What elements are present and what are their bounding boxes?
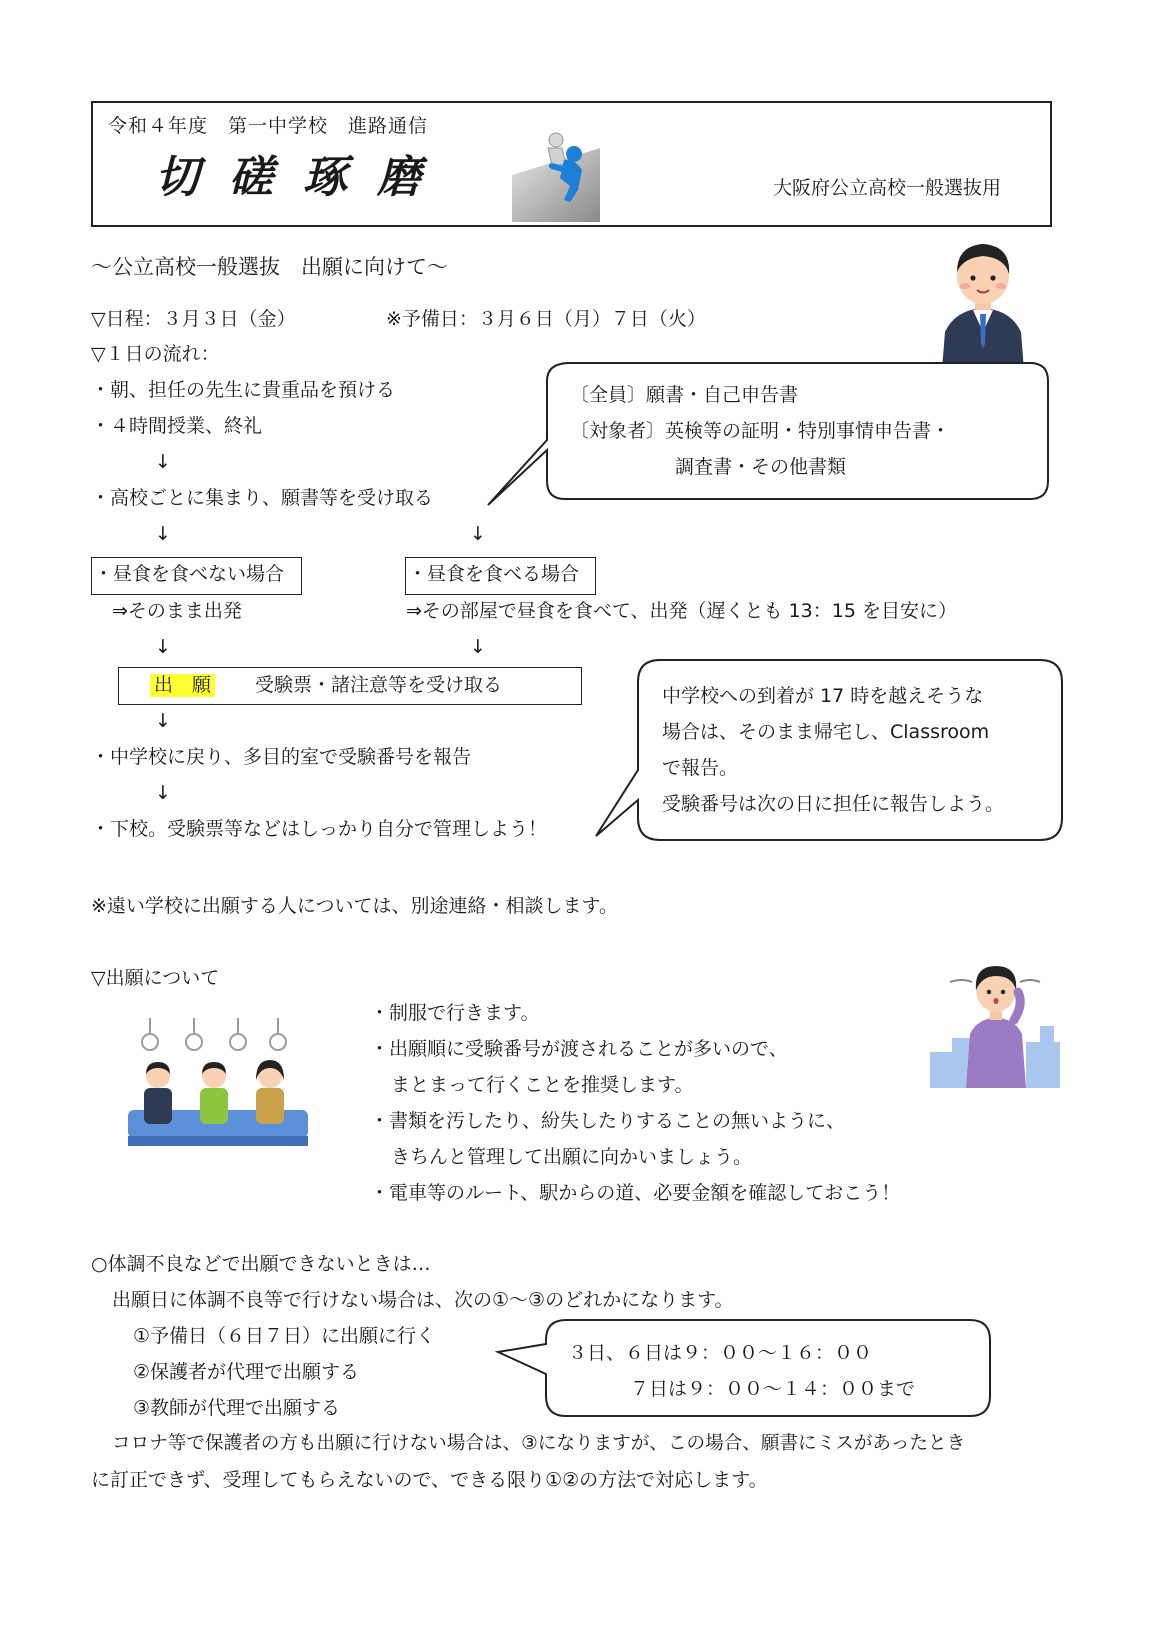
application-heading: ▽出願について — [91, 967, 220, 989]
lunch-detail: ⇒その部屋で昼食を食べて、出発（遅くとも 13：15 を目安に） — [406, 600, 957, 622]
callout-arrival-line-1: 中学校への到着が 17 時を越えそうな — [662, 685, 984, 707]
illness-heading: ○体調不良などで出願できないときは… — [91, 1253, 431, 1275]
callout-hours-line-1: ３日、６日は９：００～１６：００ — [568, 1342, 873, 1364]
callout-docs-line-1: 〔全員〕願書・自己申告書 — [570, 384, 799, 406]
no-lunch-label: ・昼食を食べない場合 — [94, 563, 285, 585]
callout-hours-line-2: ７日は９：００～１４：００まで — [630, 1378, 916, 1400]
flow-arrow: ↓ — [155, 710, 171, 732]
worried-student-illustration-icon — [928, 960, 1063, 1090]
application-bullet-1: ・制服で行きます。 — [370, 1002, 540, 1024]
application-bullet-4: ・電車等のルート、駅からの道、必要金額を確認しておこう！ — [370, 1182, 901, 1204]
train-passengers-illustration-icon — [128, 1018, 308, 1158]
application-bullet-2a: ・出願順に受験番号が渡されることが多いので、 — [370, 1038, 788, 1060]
application-bullet-3a: ・書類を汚したり、紛失したりすることの無いように、 — [370, 1110, 846, 1132]
newsletter-audience: 大阪府公立高校一般選抜用 — [773, 177, 1002, 199]
application-label: 出 願 — [150, 674, 215, 697]
flow-arrow: ↓ — [155, 636, 171, 658]
flow-step-1: ・朝、担任の先生に貴重品を預ける — [91, 379, 396, 401]
callout-hours-shape — [498, 1320, 990, 1416]
flow-arrow: ↓ — [470, 523, 486, 545]
flow-arrow: ↓ — [155, 451, 171, 473]
callout-arrival-line-3: で報告。 — [662, 757, 739, 779]
flow-step-2: ・４時間授業、終礼 — [91, 415, 263, 437]
section-heading: ～公立高校一般選抜 出願に向けて～ — [91, 255, 448, 279]
illness-option-2: ②保護者が代理で出願する — [133, 1361, 360, 1383]
illness-option-3: ③教師が代理で出願する — [133, 1397, 341, 1419]
application-bullet-3b: きちんと管理して出願に向かいましょう。 — [391, 1146, 753, 1168]
application-bullet-2b: まとまって行くことを推奨します。 — [391, 1074, 694, 1096]
illness-paragraph-1: コロナ等で保護者の方も出願に行けない場合は、③になりますが、この場合、願書にミスがあったとき — [112, 1433, 966, 1454]
flow-arrow: ↓ — [155, 523, 171, 545]
schedule-date: ▽日程：３月３日（金） — [91, 308, 296, 330]
lunch-label: ・昼食を食べる場合 — [408, 563, 580, 585]
flow-arrow: ↓ — [155, 782, 171, 804]
flow-step-3: ・高校ごとに集まり、願書等を受け取る — [91, 487, 434, 509]
flow-step-5: ・下校。受験票等などはしっかり自分で管理しよう！ — [91, 818, 548, 840]
callout-docs-line-2: 〔対象者〕英検等の証明・特別事情申告書・ — [570, 420, 951, 442]
note-far-schools: ※遠い学校に出願する人については、別途連絡・相談します。 — [91, 895, 619, 917]
illness-intro: 出願日に体調不良等で行けない場合は、次の①～③のどれかになります。 — [112, 1289, 734, 1311]
no-lunch-detail: ⇒そのまま出発 — [112, 600, 242, 622]
newsletter-title: 切磋琢磨 — [155, 152, 451, 203]
flow-step-4: ・中学校に戻り、多目的室で受験番号を報告 — [91, 746, 472, 768]
application-detail: 受験票・諸注意等を受け取る — [255, 674, 503, 696]
callout-arrival-line-2: 場合は、そのまま帰宅し、Classroom — [662, 721, 990, 743]
schedule-backup: ※予備日：３月６日（月）７日（火） — [386, 308, 706, 330]
flow-heading: ▽１日の流れ： — [91, 343, 220, 365]
callout-arrival-line-4: 受験番号は次の日に担任に報告しよう。 — [662, 793, 1005, 815]
illness-paragraph-2: に訂正できず、受理してもらえないので、できる限り①②の方法で対応します。 — [91, 1469, 768, 1491]
newsletter-subtitle: 令和４年度 第一中学校 進路通信 — [108, 115, 429, 137]
flow-arrow: ↓ — [470, 636, 486, 658]
callout-docs-line-3: 調査書・その他書類 — [675, 456, 847, 478]
illness-option-1: ①予備日（６日７日）に出願に行く — [133, 1325, 436, 1347]
